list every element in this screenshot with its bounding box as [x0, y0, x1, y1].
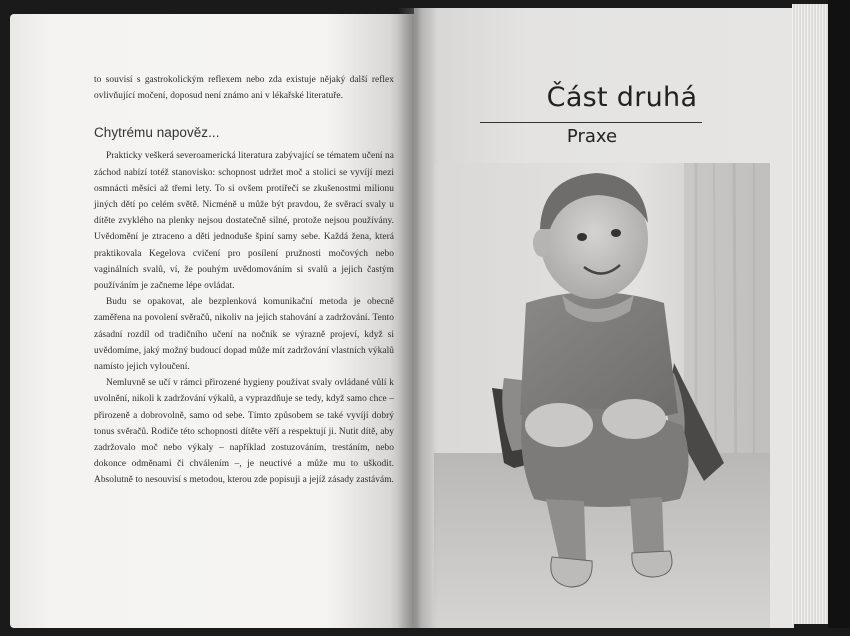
ear	[533, 229, 551, 257]
part-title: Část druhá	[546, 82, 698, 113]
right-eye	[611, 229, 621, 237]
book-gutter	[398, 8, 438, 632]
left-eye	[577, 233, 587, 241]
part-subtitle: Praxe	[566, 126, 618, 147]
right-knee	[602, 399, 666, 439]
paragraph-2: Budu se opakovat, ale bezplenková komunikační metoda je obecně zaměřena na povolení svěračů, nikoliv na jejich stahování a zadržování. Tento zásadní rozdíl od tradičního učení na nočník se výrazně projeví, když si uvědomíme, jaký možný budoucí dopad může mít zadržování vlastních výkalů namísto jejich vyloučení.	[94, 297, 394, 373]
book-cover-edge	[828, 0, 850, 636]
paragraph-3: Nemluvně se učí v rámci přirozené hygieny používat svaly ovládané vůlí k uvolnění, nikoli k zadržování výkalů, a vyprazdňuje se tedy, když samo chce – přirozeně a dobrovolně, samo od sebe. Tímto způsobem se také vyvíjí dobrý tonus svěračů. Rodiče této schopnosti dítěte věří a respektují ji. Nutit dítě, aby zadržovalo moč nebo výkaly – například zostuzováním, trestáním, nebo dokonce odměnami či chválením –, je neuctivé a může mu to uškodit. Absolutně to nesouvisí s metodou, kterou zde popisuji a jejíž zásady zastávám.	[94, 378, 394, 486]
child-photo	[434, 163, 770, 634]
intro-paragraph: to souvisí s gastrokolickým reflexem nebo zda existuje nějaký další reflex ovlivňující močení, doposud není známo ani v lékařské literatuře.	[94, 75, 394, 102]
right-page	[414, 8, 794, 634]
left-page	[10, 14, 414, 628]
paragraph-1: Prakticky veškerá severoamerická literatura zabývající se tématem učení na záchod nabízí totéž stanovisko: schopnost udržet moč a stolici se vyvíjí mezi osmnácti měsíci až třemi lety. To si ovšem protiřečí se zkušenostmi milionu jiných dětí po celém světě. Nicméně u může být pravdou, že svěrací svaly u dítěte zvyklého na plenky nejsou dostatečně silné, protože nejsou používány. Uvědomění je ztraceno a děti jednoduše špiní samy sebe. Každá žena, která praktikovala Kegelova cvičení pro posílení pružnosti močových nebo vaginálních svalů, ví, že pouhým uvědomováním si svalů a jejich častým používáním je začneme lépe ovládat.	[94, 151, 394, 292]
bottom-shadow	[0, 628, 850, 636]
section-heading: Chytrému napověz...	[94, 125, 220, 141]
left-knee	[525, 403, 593, 447]
page-edges	[792, 4, 829, 624]
right-shin	[630, 497, 664, 559]
title-rule	[480, 122, 702, 123]
left-page-text	[94, 72, 394, 489]
